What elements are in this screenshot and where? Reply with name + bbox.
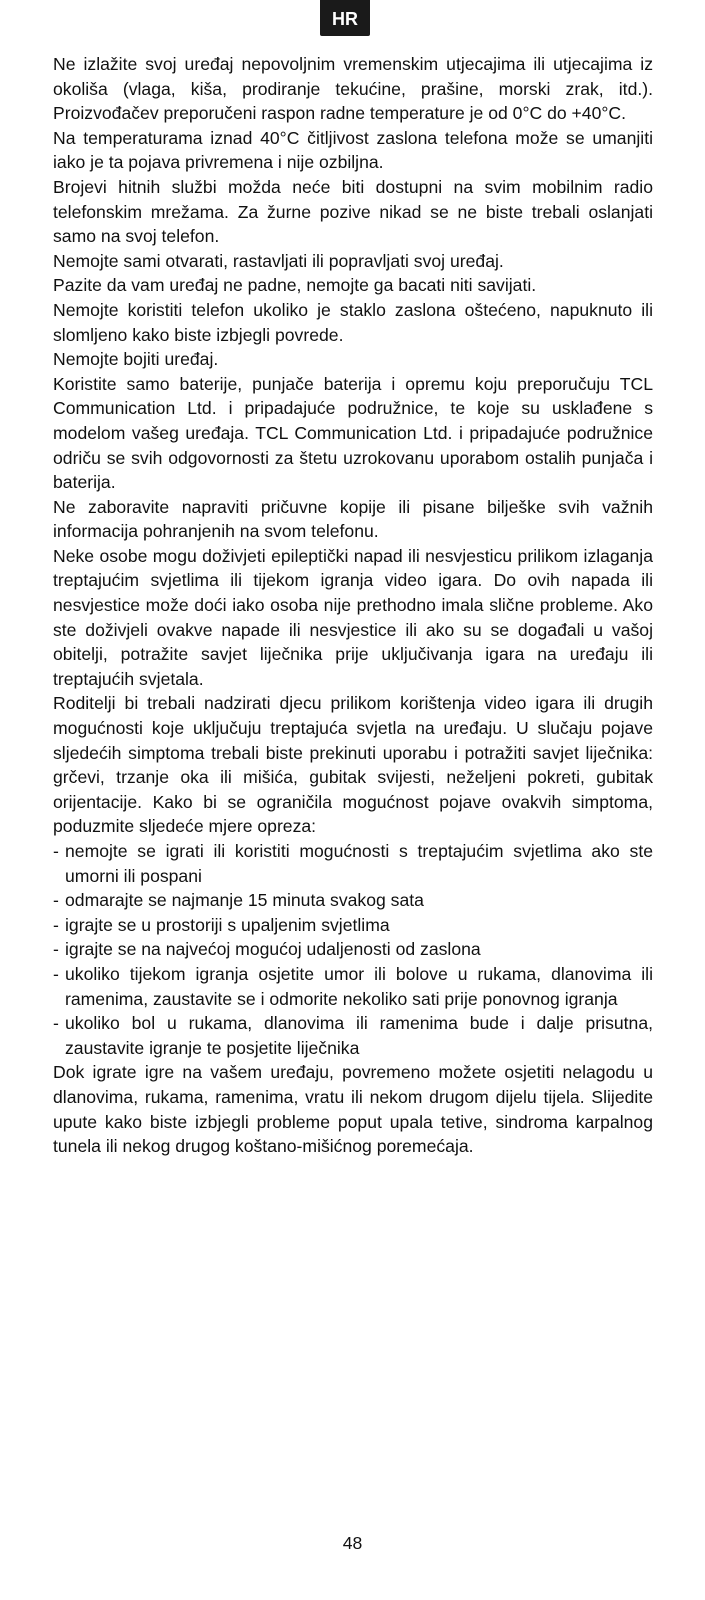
paragraph-do-not-paint: Nemojte bojiti uređaj. [53,349,219,370]
list-item: - ukoliko bol u rukama, dlanovima ili ramenima bude i dalje prisutna, zaustavite igranje te posjetite liječnika [53,1011,653,1060]
paragraph-discomfort-warning: Dok igrate igre na vašem uređaju, povremeno možete osjetiti nelagodu u dlanovima, rukama, ramenima, vratu ili nekom drugom dijelu tijela. Slijedite upute kako biste izbjegli probleme poput upala tetive, sindroma karpalnog tunela ili nekog drugog koštano-mišićnog poremećaja. [53,1062,653,1157]
page-number: 48 [342,1533,363,1553]
paragraph-do-not-drop: Pazite da vam uređaj ne padne, nemojte ga bacati niti savijati. [53,275,537,296]
list-item: - igrajte se u prostoriji s upaljenim svjetlima [53,913,653,938]
paragraph-do-not-open: Nemojte sami otvarati, rastavljati ili popravljati svoj uređaj. [53,250,504,271]
paragraph-epilepsy-warning: Neke osobe mogu doživjeti epileptički napad ili nesvjesticu prilikom izlaganja treptajućim svjetlima ili tijekom igranja video igara. Do ovih napada ili nesvjestice može doći iako osoba nije prethodno imala slične probleme. Ako ste doživjeli ovakve napade ili nesvjestice ili ako su se događali u vašoj obitelji, potražite savjet liječnika prije uključivanja igara na uređaju ili treptajućih svjetala. [53,545,653,689]
list-item: - igrajte se na najvećoj mogućoj udaljenosti od zaslona [53,937,653,962]
list-item: - nemojte se igrati ili koristiti mogućnosti s treptajućim svjetlima ako ste umorni ili pospani [53,839,653,888]
list-item: - ukoliko tijekom igranja osjetite umor ili bolove u rukama, dlanovima ili ramenima, zaustavite se i odmorite nekoliko sati prije ponovnog igranja [53,962,653,1011]
paragraph-backup-copies: Ne zaboravite napraviti pričuvne kopije ili pisane bilješke svih važnih informacija pohranjenih na svom telefonu. [53,496,653,542]
precautions-list [53,839,653,1060]
paragraph-batteries-chargers: Koristite samo baterije, punjače baterija i opremu koju preporučuju TCL Communication Ltd. i pripadajuće podružnice, te koje su usklađene s modelom vašeg uređaja. TCL Communication Ltd. i pripadajuće podružnice odriču se svih odgovornosti za štetu uzrokovanu uporabom ostalih punjača i baterija. [53,373,653,493]
document-body [53,52,653,1159]
language-badge: HR [320,0,370,36]
list-item: - odmarajte se najmanje 15 minuta svakog sata [53,888,653,913]
paragraph-emergency-numbers: Brojevi hitnih službi možda neće biti dostupni na svim mobilnim radio telefonskim mrežama. Za žurne pozive nikad se ne biste trebali oslanjati samo na svoj telefon. [53,176,653,247]
paragraph-broken-glass: Nemojte koristiti telefon ukoliko je staklo zaslona oštećeno, napuknuto ili slomljeno kako biste izbjegli povrede. [53,299,653,345]
paragraph-parental-supervision: Roditelji bi trebali nadzirati djecu prilikom korištenja video igara ili drugih mogućnosti koje uključuju treptajuća svjetla na uređaju. U slučaju pojave sljedećih simptoma trebali biste prekinuti uporabu i potražiti savjet liječnika: grčevi, trzanje oka ili mišića, gubitak svijesti, neželjeni pokreti, gubitak orijentacije. Kako bi se ograničila mogućnost pojave ovakvih simptoma, poduzmite sljedeće mjere opreza: [53,693,653,837]
paragraph-temperature-display: Na temperaturama iznad 40°C čitljivost zaslona telefona može se umanjiti iako je ta pojava privremena i nije ozbiljna. [53,127,653,173]
paragraph-weather-exposure: Ne izlažite svoj uređaj nepovoljnim vremenskim utjecajima ili utjecajima iz okoliša (vlaga, kiša, prodiranje tekućine, prašine, morski zrak, itd.). Proizvođačev preporučeni raspon radne temperature je od 0°C do +40°C. [53,54,653,124]
